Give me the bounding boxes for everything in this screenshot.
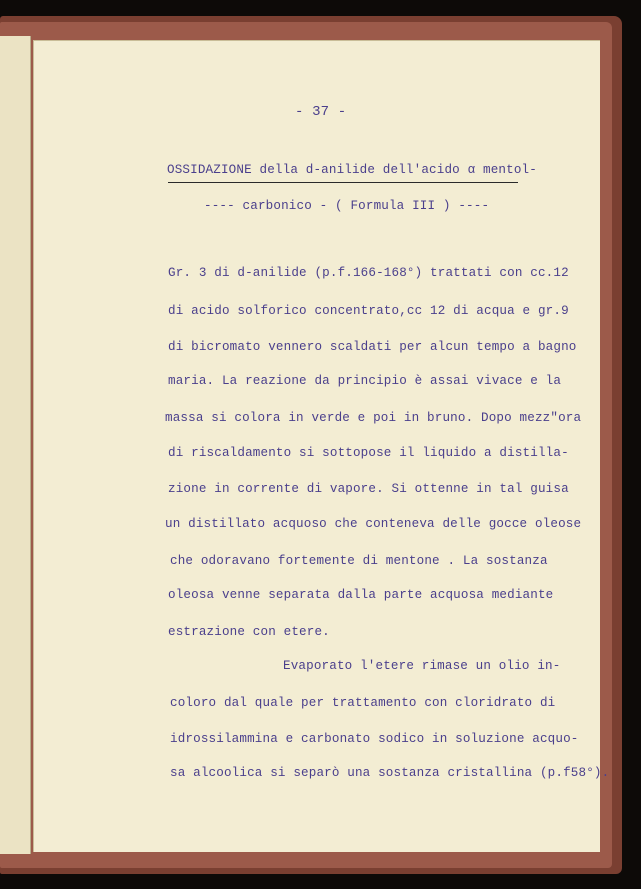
text-line: maria. La reazione da principio è assai vivace e la xyxy=(168,374,562,388)
heading-underline xyxy=(168,182,518,183)
text-line: massa si colora in verde e poi in bruno. Dopo mezz"ora xyxy=(165,411,582,425)
text-line: un distillato acquoso che conteneva delle gocce oleose xyxy=(165,517,582,531)
text-line: estrazione con etere. xyxy=(168,625,330,639)
text-line: idrossilammina e carbonato sodico in soluzione acquo- xyxy=(170,732,579,746)
heading-line-1: OSSIDAZIONE della d-anilide dell'acido α mentol- xyxy=(167,163,537,177)
text-line: di bicromato vennero scaldati per alcun tempo a bagno xyxy=(168,340,577,354)
text-line: Gr. 3 di d-anilide (p.f.166-168°) trattati con cc.12 xyxy=(168,266,569,280)
text-line: di acido solforico concentrato,cc 12 di acqua e gr.9 xyxy=(168,304,569,318)
facing-page-edge xyxy=(0,36,31,854)
text-line: zione in corrente di vapore. Si ottenne in tal guisa xyxy=(168,482,569,496)
text-line: che odoravano fortemente di mentone . La sostanza xyxy=(170,554,548,568)
text-line: di riscaldamento si sottopose il liquido a distilla- xyxy=(168,446,569,460)
text-line: sa alcoolica si separò una sostanza cristallina (p.f58°). xyxy=(170,766,610,780)
text-line: Evaporato l'etere rimase un olio in- xyxy=(283,659,561,673)
text-line: oleosa venne separata dalla parte acquosa mediante xyxy=(168,588,554,602)
heading-line-2: ---- carbonico - ( Formula III ) ---- xyxy=(204,199,490,213)
text-line: coloro dal quale per trattamento con cloridrato di xyxy=(170,696,556,710)
page-number: - 37 - xyxy=(295,104,347,120)
